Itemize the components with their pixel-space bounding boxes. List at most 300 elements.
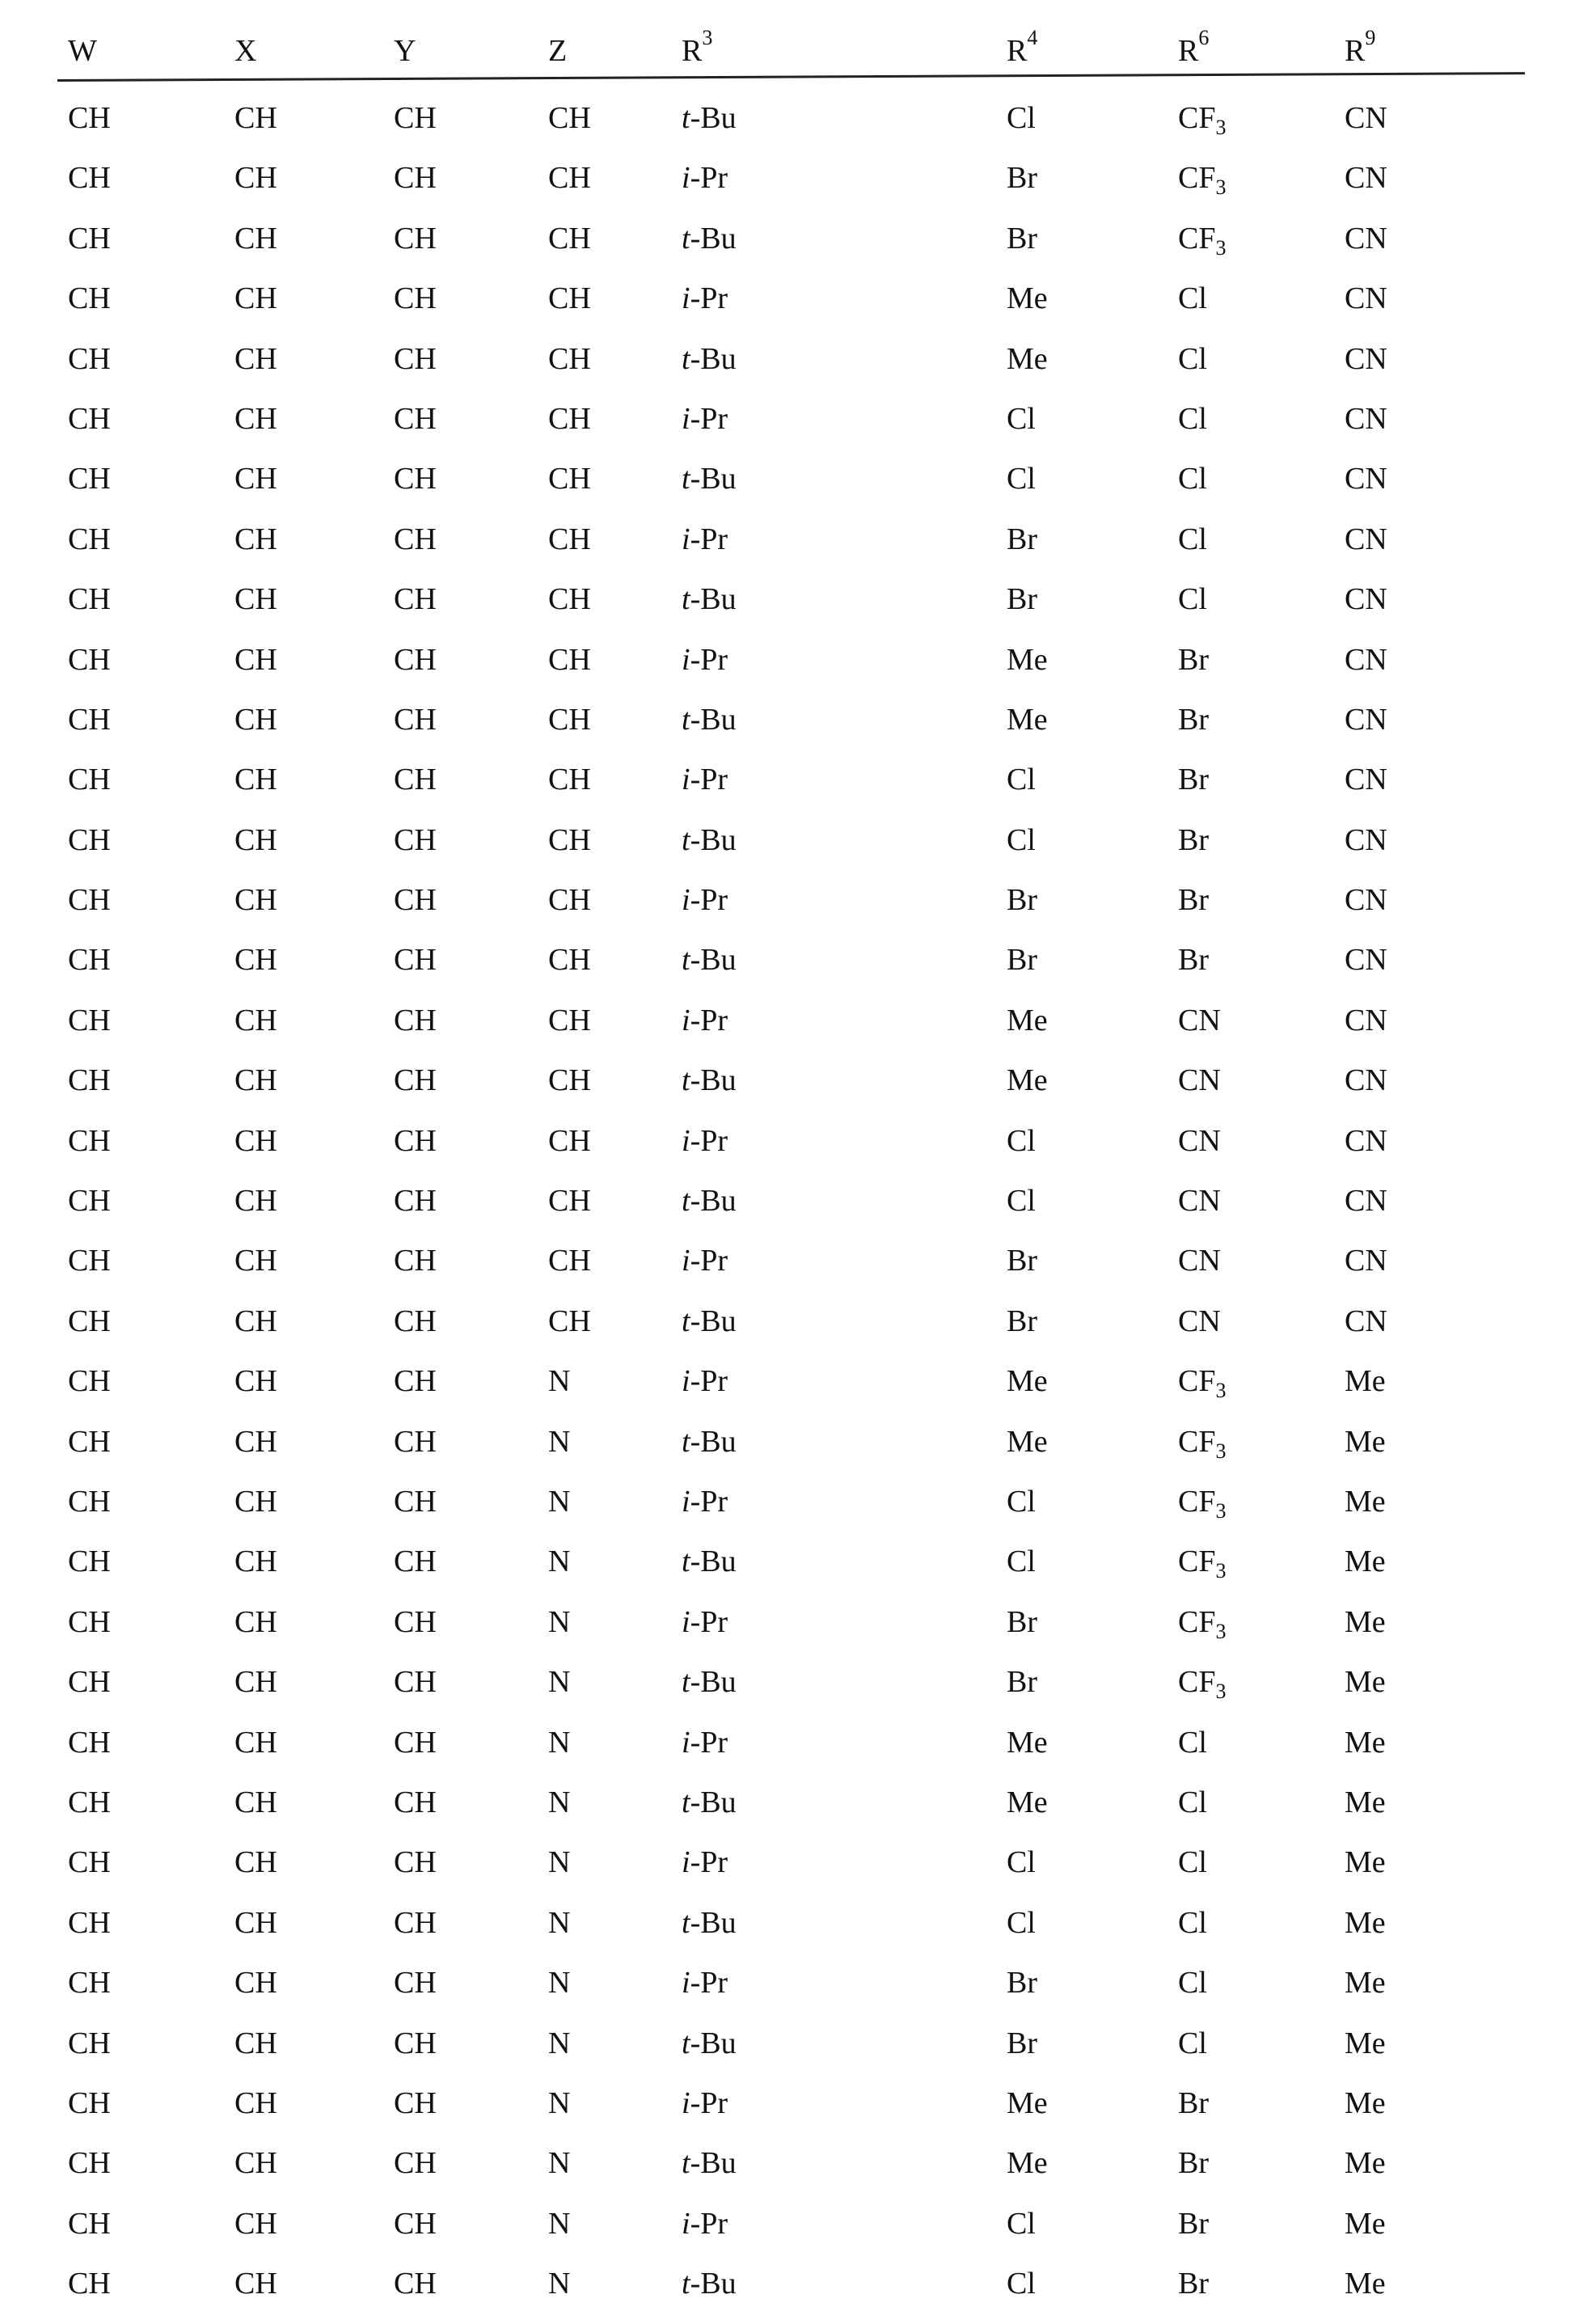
cell-z: CH: [548, 462, 591, 496]
cell-r6: Br: [1178, 2206, 1209, 2241]
cell-r4: Br: [1007, 582, 1037, 617]
cell-r6: CN: [1178, 1063, 1221, 1098]
cell-x: CH: [234, 1003, 277, 1037]
table-row: [0, 1058, 1575, 1118]
cell-r6: Cl: [1178, 401, 1207, 436]
cell-r3: i-Pr: [682, 642, 728, 677]
table-row: [0, 336, 1575, 396]
table-row: [0, 1900, 1575, 1960]
cell-r6: Cl: [1178, 1905, 1207, 1940]
cell-w: CH: [68, 2146, 111, 2181]
cell-r3: i-Pr: [682, 1966, 728, 2001]
cell-x: CH: [234, 1665, 277, 1700]
cell-r4: Me: [1007, 2085, 1048, 2120]
cell-r3: t-Bu: [682, 101, 737, 135]
cell-x: CH: [234, 2146, 277, 2181]
cell-x: CH: [234, 1063, 277, 1098]
cell-x: CH: [234, 943, 277, 978]
cell-x: CH: [234, 1845, 277, 1880]
cell-r3: t-Bu: [682, 943, 737, 978]
table-row: [0, 1238, 1575, 1298]
cell-z: CH: [548, 1244, 591, 1278]
cell-r3: t-Bu: [682, 462, 737, 496]
cell-r3: i-Pr: [682, 883, 728, 918]
cell-w: CH: [68, 462, 111, 496]
cell-r3: t-Bu: [682, 2026, 737, 2060]
cell-r9: Me: [1345, 1725, 1386, 1760]
cell-r6: Br: [1178, 2146, 1209, 2181]
cell-r4: Br: [1007, 1304, 1037, 1338]
cell-r4: Cl: [1007, 2206, 1036, 2241]
cell-r4: Me: [1007, 341, 1048, 376]
cell-z: N: [548, 2206, 571, 2241]
cell-r3: t-Bu: [682, 1665, 737, 1700]
cell-r6: Br: [1178, 883, 1209, 918]
cell-r3: i-Pr: [682, 401, 728, 436]
column-header-r6: $R^6$: [1178, 26, 1210, 68]
cell-r9: CN: [1345, 582, 1387, 617]
cell-r3: i-Pr: [682, 161, 728, 196]
cell-r9: CN: [1345, 281, 1387, 316]
cell-r6: CN: [1178, 1123, 1221, 1158]
cell-y: CH: [394, 582, 437, 617]
cell-r4: Br: [1007, 161, 1037, 196]
cell-y: CH: [394, 1184, 437, 1219]
cell-r4: Me: [1007, 702, 1048, 737]
cell-r4: Cl: [1007, 1184, 1036, 1219]
cell-z: CH: [548, 101, 591, 135]
cell-r9: CN: [1345, 1184, 1387, 1219]
table-row: [0, 2081, 1575, 2140]
cell-r9: Me: [1345, 1544, 1386, 1579]
cell-z: CH: [548, 1123, 591, 1158]
table-row: [0, 456, 1575, 516]
cell-r4: Cl: [1007, 2267, 1036, 2301]
cell-r6: $CF_3$: [1178, 221, 1227, 260]
cell-r6: Cl: [1178, 281, 1207, 316]
cell-z: CH: [548, 401, 591, 436]
cell-w: CH: [68, 1785, 111, 1819]
cell-r4: Br: [1007, 1966, 1037, 2001]
cell-w: CH: [68, 1604, 111, 1639]
cell-y: CH: [394, 2026, 437, 2060]
cell-x: CH: [234, 582, 277, 617]
cell-r4: Br: [1007, 2026, 1037, 2060]
cell-r9: Me: [1345, 1665, 1386, 1700]
cell-w: CH: [68, 1244, 111, 1278]
cell-y: CH: [394, 642, 437, 677]
cell-y: CH: [394, 1544, 437, 1579]
cell-r6: Cl: [1178, 341, 1207, 376]
cell-r9: Me: [1345, 1845, 1386, 1880]
cell-z: N: [548, 1484, 571, 1519]
cell-r4: Br: [1007, 1604, 1037, 1639]
cell-r4: Me: [1007, 1063, 1048, 1098]
cell-x: CH: [234, 1123, 277, 1158]
cell-r6: Br: [1178, 702, 1209, 737]
cell-z: CH: [548, 341, 591, 376]
cell-w: CH: [68, 2026, 111, 2060]
header-rule: [57, 72, 1525, 82]
cell-r4: Cl: [1007, 1484, 1036, 1519]
cell-w: CH: [68, 582, 111, 617]
cell-z: CH: [548, 883, 591, 918]
cell-r6: CN: [1178, 1003, 1221, 1037]
cell-x: CH: [234, 221, 277, 256]
cell-r3: t-Bu: [682, 1063, 737, 1098]
cell-z: CH: [548, 943, 591, 978]
cell-x: CH: [234, 1424, 277, 1459]
cell-r6: Cl: [1178, 2026, 1207, 2060]
cell-x: CH: [234, 341, 277, 376]
cell-y: CH: [394, 943, 437, 978]
cell-r3: t-Bu: [682, 1544, 737, 1579]
column-header-w: W: [68, 34, 97, 68]
cell-x: CH: [234, 822, 277, 857]
cell-w: CH: [68, 642, 111, 677]
table-row: [0, 1599, 1575, 1659]
cell-z: CH: [548, 582, 591, 617]
column-header-r3: $R^3$: [682, 26, 713, 68]
table-row: [0, 517, 1575, 577]
cell-x: CH: [234, 1905, 277, 1940]
cell-w: CH: [68, 822, 111, 857]
cell-r4: Me: [1007, 1003, 1048, 1037]
cell-w: CH: [68, 2085, 111, 2120]
cell-r3: t-Bu: [682, 2146, 737, 2181]
cell-r4: Br: [1007, 1665, 1037, 1700]
cell-r3: i-Pr: [682, 281, 728, 316]
cell-r3: i-Pr: [682, 2206, 728, 2241]
cell-r9: Me: [1345, 2267, 1386, 2301]
cell-z: CH: [548, 1304, 591, 1338]
cell-y: CH: [394, 763, 437, 797]
cell-z: N: [548, 2267, 571, 2301]
cell-z: N: [548, 1364, 571, 1399]
table-row: [0, 1118, 1575, 1178]
cell-y: CH: [394, 221, 437, 256]
cell-y: CH: [394, 702, 437, 737]
cell-r9: CN: [1345, 883, 1387, 918]
cell-r9: CN: [1345, 462, 1387, 496]
cell-r4: Br: [1007, 1244, 1037, 1278]
cell-w: CH: [68, 341, 111, 376]
cell-r6: $CF_3$: [1178, 1544, 1227, 1583]
cell-y: CH: [394, 1003, 437, 1037]
cell-z: N: [548, 2085, 571, 2120]
cell-w: CH: [68, 522, 111, 556]
cell-r6: CN: [1178, 1304, 1221, 1338]
cell-r6: $CF_3$: [1178, 1424, 1227, 1463]
cell-x: CH: [234, 702, 277, 737]
cell-r3: i-Pr: [682, 1484, 728, 1519]
cell-x: CH: [234, 2206, 277, 2241]
cell-w: CH: [68, 1304, 111, 1338]
cell-x: CH: [234, 1364, 277, 1399]
cell-r9: CN: [1345, 943, 1387, 978]
cell-r4: Br: [1007, 883, 1037, 918]
cell-x: CH: [234, 1544, 277, 1579]
cell-r6: Br: [1178, 2085, 1209, 2120]
cell-r6: $CF_3$: [1178, 1484, 1227, 1523]
table-row: [0, 2201, 1575, 2261]
cell-y: CH: [394, 401, 437, 436]
cell-y: CH: [394, 1845, 437, 1880]
table-row: [0, 818, 1575, 877]
table-row: [0, 1780, 1575, 1840]
cell-z: CH: [548, 1184, 591, 1219]
cell-r9: Me: [1345, 1424, 1386, 1459]
table-row: [0, 998, 1575, 1058]
cell-r6: Br: [1178, 822, 1209, 857]
cell-y: CH: [394, 341, 437, 376]
cell-r6: $CF_3$: [1178, 1604, 1227, 1643]
cell-r4: Me: [1007, 2146, 1048, 2181]
cell-r3: i-Pr: [682, 1604, 728, 1639]
cell-w: CH: [68, 1544, 111, 1579]
cell-z: N: [548, 1544, 571, 1579]
cell-x: CH: [234, 642, 277, 677]
cell-r9: CN: [1345, 1063, 1387, 1098]
cell-r9: Me: [1345, 1484, 1386, 1519]
cell-w: CH: [68, 101, 111, 135]
cell-x: CH: [234, 1184, 277, 1219]
cell-y: CH: [394, 281, 437, 316]
cell-r9: CN: [1345, 1244, 1387, 1278]
table-row: [0, 577, 1575, 636]
cell-x: CH: [234, 763, 277, 797]
cell-r9: CN: [1345, 401, 1387, 436]
cell-w: CH: [68, 1424, 111, 1459]
cell-x: CH: [234, 1604, 277, 1639]
cell-w: CH: [68, 401, 111, 436]
cell-z: N: [548, 1905, 571, 1940]
cell-w: CH: [68, 1905, 111, 1940]
cell-r3: t-Bu: [682, 2267, 737, 2301]
table-row: [0, 2261, 1575, 2321]
cell-r9: CN: [1345, 341, 1387, 376]
cell-r3: i-Pr: [682, 1364, 728, 1399]
cell-r3: i-Pr: [682, 522, 728, 556]
cell-r6: Br: [1178, 2267, 1209, 2301]
table-row: [0, 216, 1575, 276]
cell-r9: Me: [1345, 2206, 1386, 2241]
cell-r9: CN: [1345, 822, 1387, 857]
cell-r9: Me: [1345, 2026, 1386, 2060]
cell-r9: Me: [1345, 1364, 1386, 1399]
cell-z: N: [548, 1725, 571, 1760]
cell-r3: i-Pr: [682, 2085, 728, 2120]
cell-r3: i-Pr: [682, 1845, 728, 1880]
table-row: [0, 1720, 1575, 1780]
table-row: [0, 396, 1575, 456]
cell-x: CH: [234, 2267, 277, 2301]
cell-y: CH: [394, 1123, 437, 1158]
cell-r9: Me: [1345, 2085, 1386, 2120]
cell-r4: Me: [1007, 642, 1048, 677]
cell-r4: Me: [1007, 281, 1048, 316]
cell-r9: CN: [1345, 522, 1387, 556]
cell-w: CH: [68, 702, 111, 737]
cell-y: CH: [394, 1725, 437, 1760]
cell-r3: t-Bu: [682, 702, 737, 737]
cell-y: CH: [394, 2085, 437, 2120]
cell-r6: CN: [1178, 1244, 1221, 1278]
cell-r9: CN: [1345, 702, 1387, 737]
cell-y: CH: [394, 2206, 437, 2241]
cell-y: CH: [394, 1364, 437, 1399]
cell-r9: Me: [1345, 1785, 1386, 1819]
table-row: [0, 2140, 1575, 2200]
column-header-r4: $R^4$: [1007, 26, 1038, 68]
column-header-z: Z: [548, 34, 568, 68]
cell-r3: t-Bu: [682, 1785, 737, 1819]
cell-y: CH: [394, 161, 437, 196]
cell-x: CH: [234, 2026, 277, 2060]
cell-r6: $CF_3$: [1178, 1665, 1227, 1704]
cell-w: CH: [68, 1364, 111, 1399]
cell-r9: CN: [1345, 221, 1387, 256]
cell-r9: Me: [1345, 1905, 1386, 1940]
cell-w: CH: [68, 943, 111, 978]
cell-x: CH: [234, 1966, 277, 2001]
cell-w: CH: [68, 763, 111, 797]
cell-r4: Cl: [1007, 401, 1036, 436]
cell-r6: $CF_3$: [1178, 101, 1227, 139]
table-row: [0, 877, 1575, 937]
cell-x: CH: [234, 522, 277, 556]
table-row: [0, 1479, 1575, 1539]
table-row: [0, 276, 1575, 336]
cell-r3: t-Bu: [682, 582, 737, 617]
cell-r3: t-Bu: [682, 1184, 737, 1219]
cell-r3: i-Pr: [682, 1123, 728, 1158]
table-row: [0, 1960, 1575, 2020]
cell-x: CH: [234, 281, 277, 316]
cell-r3: i-Pr: [682, 1003, 728, 1037]
cell-x: CH: [234, 462, 277, 496]
table-body: [0, 95, 1575, 2321]
cell-w: CH: [68, 2206, 111, 2241]
cell-y: CH: [394, 1604, 437, 1639]
cell-y: CH: [394, 522, 437, 556]
cell-r6: Cl: [1178, 582, 1207, 617]
cell-z: N: [548, 1604, 571, 1639]
cell-r6: Cl: [1178, 1725, 1207, 1760]
cell-r9: CN: [1345, 101, 1387, 135]
cell-r4: Br: [1007, 943, 1037, 978]
cell-x: CH: [234, 161, 277, 196]
cell-r4: Cl: [1007, 1845, 1036, 1880]
cell-y: CH: [394, 101, 437, 135]
table-row: [0, 697, 1575, 757]
cell-r9: CN: [1345, 1003, 1387, 1037]
cell-r9: CN: [1345, 1123, 1387, 1158]
cell-r6: $CF_3$: [1178, 161, 1227, 200]
cell-r4: Cl: [1007, 462, 1036, 496]
cell-z: CH: [548, 763, 591, 797]
table-row: [0, 1539, 1575, 1599]
cell-z: N: [548, 1785, 571, 1819]
cell-r6: $CF_3$: [1178, 1364, 1227, 1403]
cell-r3: i-Pr: [682, 1244, 728, 1278]
cell-z: N: [548, 2146, 571, 2181]
cell-y: CH: [394, 1905, 437, 1940]
cell-r9: CN: [1345, 642, 1387, 677]
cell-w: CH: [68, 2267, 111, 2301]
table-row: [0, 1178, 1575, 1238]
cell-z: CH: [548, 161, 591, 196]
cell-x: CH: [234, 1484, 277, 1519]
cell-w: CH: [68, 281, 111, 316]
cell-y: CH: [394, 822, 437, 857]
cell-z: N: [548, 1966, 571, 2001]
cell-r3: t-Bu: [682, 1905, 737, 1940]
table-row: [0, 637, 1575, 697]
table-row: [0, 1659, 1575, 1719]
cell-r4: Cl: [1007, 1123, 1036, 1158]
column-header-x: X: [234, 34, 257, 68]
cell-r4: Cl: [1007, 822, 1036, 857]
cell-z: CH: [548, 642, 591, 677]
cell-r4: Me: [1007, 1725, 1048, 1760]
cell-w: CH: [68, 161, 111, 196]
cell-x: CH: [234, 883, 277, 918]
table-row: [0, 1419, 1575, 1479]
table-row: [0, 155, 1575, 215]
cell-z: N: [548, 1845, 571, 1880]
cell-w: CH: [68, 1845, 111, 1880]
cell-r3: t-Bu: [682, 822, 737, 857]
cell-x: CH: [234, 401, 277, 436]
cell-z: CH: [548, 221, 591, 256]
cell-z: CH: [548, 822, 591, 857]
cell-y: CH: [394, 462, 437, 496]
cell-r6: Br: [1178, 642, 1209, 677]
cell-w: CH: [68, 221, 111, 256]
cell-r4: Br: [1007, 221, 1037, 256]
cell-r3: i-Pr: [682, 1725, 728, 1760]
cell-x: CH: [234, 2085, 277, 2120]
cell-x: CH: [234, 1785, 277, 1819]
table-row: [0, 757, 1575, 817]
cell-x: CH: [234, 101, 277, 135]
cell-w: CH: [68, 1003, 111, 1037]
cell-y: CH: [394, 1424, 437, 1459]
cell-y: CH: [394, 1063, 437, 1098]
cell-w: CH: [68, 1184, 111, 1219]
cell-r3: t-Bu: [682, 1304, 737, 1338]
cell-z: CH: [548, 1003, 591, 1037]
cell-r4: Cl: [1007, 101, 1036, 135]
cell-r3: t-Bu: [682, 341, 737, 376]
cell-r6: Cl: [1178, 1966, 1207, 2001]
cell-w: CH: [68, 1484, 111, 1519]
cell-w: CH: [68, 1966, 111, 2001]
cell-r9: CN: [1345, 763, 1387, 797]
cell-w: CH: [68, 883, 111, 918]
cell-r4: Me: [1007, 1364, 1048, 1399]
cell-y: CH: [394, 1304, 437, 1338]
table-row: [0, 2021, 1575, 2081]
cell-r9: CN: [1345, 1304, 1387, 1338]
cell-x: CH: [234, 1725, 277, 1760]
cell-r3: i-Pr: [682, 763, 728, 797]
cell-r9: Me: [1345, 2146, 1386, 2181]
table-row: [0, 937, 1575, 997]
cell-x: CH: [234, 1244, 277, 1278]
cell-r9: Me: [1345, 1966, 1386, 2001]
